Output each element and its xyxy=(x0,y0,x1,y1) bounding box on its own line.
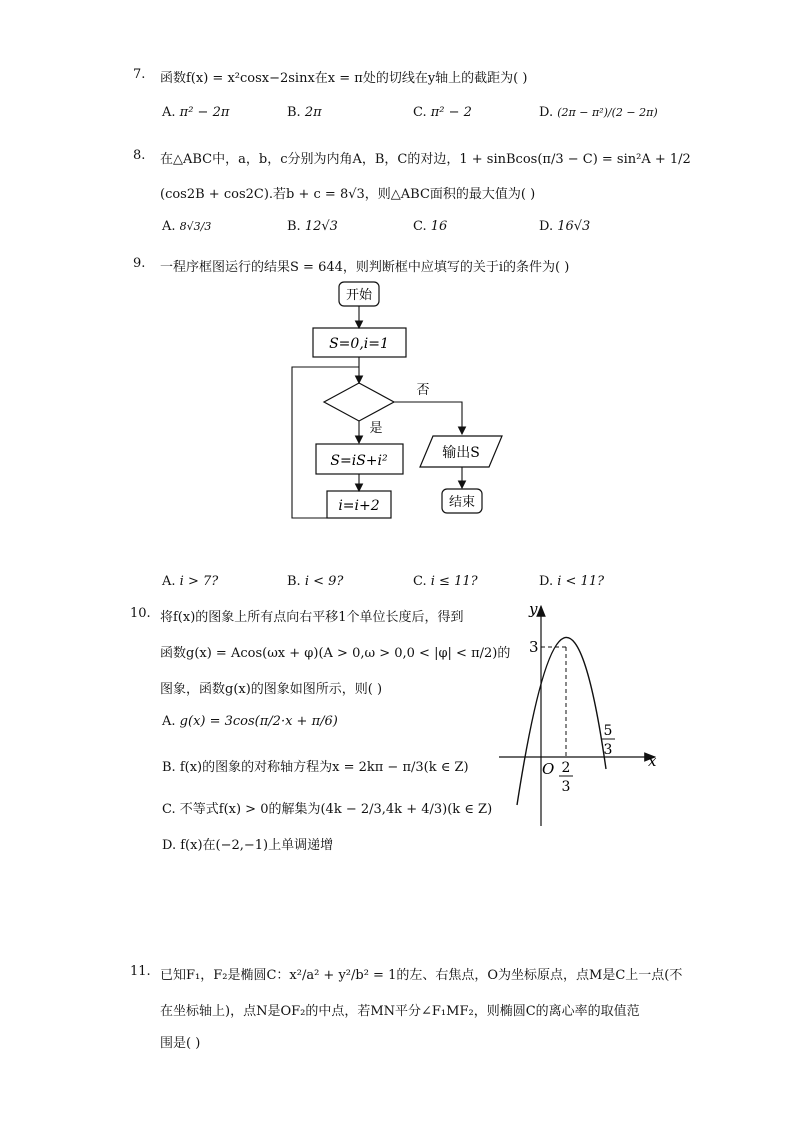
q8-option-a-text: 8√3/3 xyxy=(179,220,212,233)
flowchart-start-text: 开始 xyxy=(345,288,373,303)
q9-option-a[interactable] xyxy=(162,574,218,589)
q8-option-b[interactable] xyxy=(287,219,338,234)
q8-option-b-text: 12√3 xyxy=(304,219,338,234)
graph-origin-label: O xyxy=(542,760,555,778)
q10-option-c-text: 不等式f(x) > 0的解集为(4k − 2/3,4k + 4/3)(k ∈ Z) xyxy=(179,802,493,817)
q10-stem-line2: 函数g(x) = Acos(ωx + φ)(A > 0,ω > 0,0 < |φ| < π/2)的 xyxy=(160,646,511,661)
q9-option-b-text: i < 9? xyxy=(304,574,344,589)
q10-option-a-text: g(x) = 3cos(π/2·x + π/6) xyxy=(179,714,338,729)
q11-number: 11. xyxy=(130,964,151,979)
q9-option-c-label: C. xyxy=(413,574,427,589)
q9-option-a-text: i > 7? xyxy=(179,574,219,589)
q8-option-d[interactable] xyxy=(539,219,590,234)
graph-y-label: y xyxy=(529,600,538,618)
flowchart-end-text: 结束 xyxy=(448,495,476,510)
q9-option-c-text: i ≤ 11? xyxy=(430,574,478,589)
q7-option-c-label: C. xyxy=(413,105,427,120)
q8-number: 8. xyxy=(133,148,146,163)
q8-option-c-label: C. xyxy=(413,219,427,234)
q8-option-d-label: D. xyxy=(539,219,554,234)
q7-option-d-label: D. xyxy=(539,105,554,120)
q8-stem-line1: 在△ABC中，a，b，c分别为内角A，B，C的对边，1 + sinBcos(π/3 − C) = sin²A + 1/2 xyxy=(160,152,691,167)
graph-max-label: 3 xyxy=(529,638,539,656)
q9-flowchart xyxy=(280,278,520,538)
q10-option-d-text: f(x)在(−2,−1)上单调递增 xyxy=(180,838,334,853)
flowchart-output-text: 输出S xyxy=(442,445,480,461)
q8-stem-line2: (cos2B + cos2C).若b + c = 8√3，则△ABC面积的最大值为( ) xyxy=(160,187,536,202)
q7-option-a-label: A. xyxy=(162,105,176,120)
q8-option-b-label: B. xyxy=(287,219,301,234)
q9-option-a-label: A. xyxy=(162,574,176,589)
q8-option-c[interactable] xyxy=(413,219,447,234)
q10-graph xyxy=(495,598,665,830)
q10-option-d-label: D. xyxy=(162,838,177,853)
graph-peak-x-num: 2 xyxy=(561,760,571,776)
flowchart-decision xyxy=(324,383,394,421)
q9-option-b-label: B. xyxy=(287,574,301,589)
flowchart-increment-text: i=i+2 xyxy=(338,498,380,514)
flowchart-yes-label: 是 xyxy=(369,421,383,436)
graph-zero-x-den: 3 xyxy=(603,742,613,758)
q10-number: 10. xyxy=(130,606,151,621)
q8-option-a[interactable] xyxy=(162,219,211,234)
q7-option-a[interactable] xyxy=(162,105,229,120)
q10-option-a[interactable] xyxy=(162,714,338,729)
q9-option-d-text: i < 11? xyxy=(557,574,605,589)
q7-option-b-label: B. xyxy=(287,105,301,120)
q10-option-b-label: B. xyxy=(162,760,176,775)
q7-option-d[interactable] xyxy=(539,105,658,120)
q9-option-b[interactable] xyxy=(287,574,343,589)
flowchart-no-label: 否 xyxy=(416,383,430,398)
q11-stem-line3: 围是( ) xyxy=(160,1036,201,1051)
q10-option-d[interactable] xyxy=(162,834,333,853)
q9-stem: 一程序框图运行的结果S = 644，则判断框中应填写的关于i的条件为( ) xyxy=(160,260,570,275)
q10-option-c-label: C. xyxy=(162,802,176,817)
q10-option-a-label: A. xyxy=(162,714,176,729)
q8-option-c-text: 16 xyxy=(430,219,448,234)
q9-option-d[interactable] xyxy=(539,574,604,589)
q10-option-b-text: f(x)的图象的对称轴方程为x = 2kπ − π/3(k ∈ Z) xyxy=(179,760,469,775)
q9-option-d-label: D. xyxy=(539,574,554,589)
q7-option-c[interactable] xyxy=(413,105,472,120)
q9-number: 9. xyxy=(133,256,146,271)
q7-option-b-text: 2π xyxy=(304,105,322,120)
q11-stem-line2: 在坐标轴上)，点N是OF₂的中点，若MN平分∠F₁MF₂，则椭圆C的离心率的取值范 xyxy=(160,1004,640,1019)
q9-option-c[interactable] xyxy=(413,574,478,589)
q8-option-a-label: A. xyxy=(162,219,176,234)
q10-option-c[interactable] xyxy=(162,798,492,817)
flowchart-body-text: S=iS+i² xyxy=(330,453,388,469)
q7-option-d-text: (2π − π²)/(2 − 2π) xyxy=(557,106,658,119)
q7-option-c-text: π² − 2 xyxy=(430,105,472,120)
q11-stem-line1: 已知F₁，F₂是椭圆C：x²/a² + y²/b² = 1的左、右焦点，O为坐标原点，点M是C上一点(不 xyxy=(160,968,683,983)
q7-option-a-text: π² − 2π xyxy=(179,105,230,120)
q8-option-d-text: 16√3 xyxy=(557,219,591,234)
graph-peak-x-den: 3 xyxy=(561,779,571,795)
flowchart-init-text: S=0,i=1 xyxy=(329,336,389,352)
q7-option-b[interactable] xyxy=(287,105,322,120)
q7-number: 7. xyxy=(133,67,146,82)
q7-stem: 函数f(x) = x²cosx−2sinx在x = π处的切线在y轴上的截距为( ) xyxy=(160,71,528,86)
graph-zero-x-num: 5 xyxy=(603,723,613,739)
graph-x-label: x xyxy=(648,752,657,770)
q10-stem-line1: 将f(x)的图象上所有点向右平移1个单位长度后，得到 xyxy=(160,610,464,625)
q10-option-b[interactable] xyxy=(162,756,469,775)
q10-stem-line3: 图象，函数g(x)的图象如图所示，则( ) xyxy=(160,682,383,697)
